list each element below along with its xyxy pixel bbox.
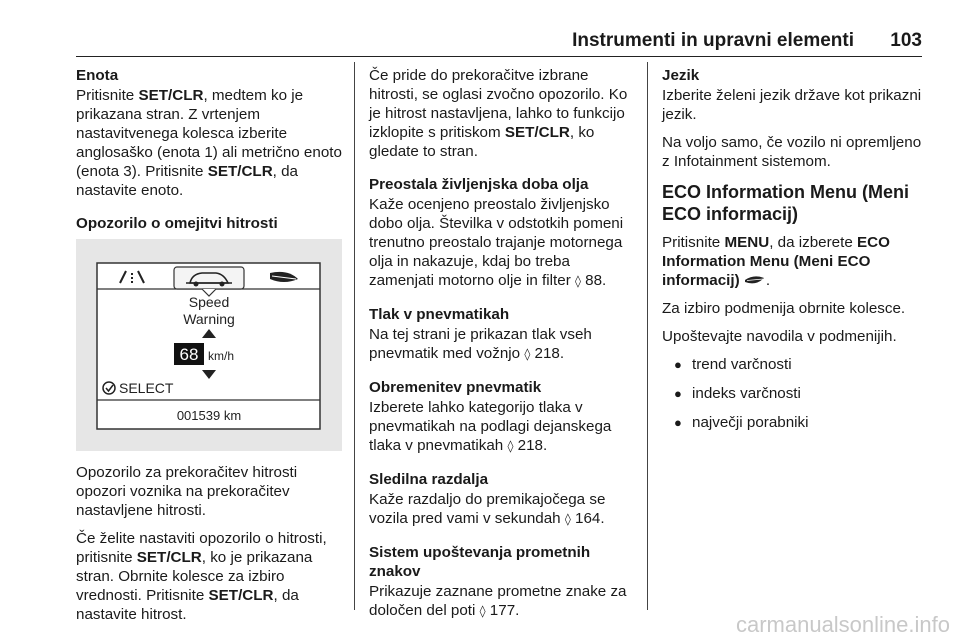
paragraph-eco-sub: Za izbiro podmenija obrnite kolesce. [662, 300, 906, 317]
keyword-set-clr: SET/CLR [504, 124, 570, 141]
list-item: ● trend varčnosti [662, 355, 928, 374]
select-label: SELECT [119, 380, 174, 396]
page-ref-link[interactable]: 218 [534, 345, 560, 362]
car-tab [174, 267, 244, 289]
paragraph-tire-load: Izberete lahko kategorijo tlaka v pnevmatikah na podlagi dejanskega tlaka v pnevmatikah ◊ 218. [369, 399, 612, 454]
speed-value: 68 [179, 345, 199, 364]
text-run: , ko je prikazana stran. Obrnite kolesce za izbiro vrednosti. Pritisnite [76, 549, 313, 604]
text-run: Pritisnite [662, 234, 725, 251]
text-run: Izberete lahko kategorijo tlaka v pnevmatikah na podlagi dejanskega tlaka v pnevmatikah [369, 399, 612, 454]
paragraph-oil-life: Kaže ocenjeno preostalo življenjsko dobo olja. Številka v odstotkih pomeni trenutno preostalo trajanje motornega olja in nakazuje, kdaj bo treba zamenjati motorno olje in filter ◊ 88. [369, 196, 624, 289]
paragraph-following-distance: Kaže razdaljo do premikajočega se vozila pred vami v sekundah ◊ 164. [369, 491, 606, 527]
heading-enota: Enota [76, 67, 119, 84]
text-run: , da izberete [769, 234, 857, 251]
column-2 [369, 66, 633, 630]
text-run: Kaže ocenjeno preostalo življenjsko dobo olja. Številka v odstotkih pomeni trenutno preostalo trajanje motornega olja in nakazuje, kdaj bo treba zamenjati motorno olje in filter [369, 196, 624, 289]
page-ref-link[interactable]: 88 [585, 272, 603, 289]
paragraph-set-speed [76, 529, 344, 624]
paragraph-language-note: Na voljo samo, če vozilo ni opremljeno z Infotainment sistemom. [662, 134, 922, 170]
column-divider-1 [354, 62, 355, 610]
paragraph-eco-follow: Upoštevajte navodila v podmenijih. [662, 328, 897, 345]
heading-language: Jezik [662, 67, 700, 84]
odometer: 001539 km [176, 408, 242, 423]
warning-label: Warning [183, 311, 235, 327]
keyword-set-clr: SET/CLR [138, 87, 204, 104]
paragraph-tire-pressure: Na tej strani je prikazan tlak vseh pnevmatik med vožnjo ◊ 218. [369, 326, 592, 362]
column-1 [76, 66, 344, 633]
running-title: Instrumenti in upravni elementi [572, 30, 854, 51]
keyword-set-clr: SET/CLR [136, 549, 202, 566]
paragraph-language: Izberite želeni jezik države kot prikazni jezik. [662, 87, 922, 123]
text-run: , da nastavite enoto. [76, 163, 299, 199]
heading-oil-life: Preostala življenjska doba olja [369, 176, 589, 193]
text-run: Kaže razdaljo do premikajočega se vozila pred vami v sekundah [369, 491, 606, 527]
page-ref-icon: ◊ [574, 274, 581, 288]
text-run: , da nastavite hitrost. [76, 587, 299, 623]
page-ref-icon: ◊ [564, 512, 571, 526]
keyword-set-clr: SET/CLR [208, 587, 274, 604]
text-run: Prikazuje zaznane prometne znake za določen del poti [369, 583, 627, 619]
page-ref-icon: ◊ [479, 604, 486, 618]
header-rule [76, 56, 922, 57]
heading-following-distance: Sledilna razdalja [369, 471, 489, 488]
page-ref-link[interactable]: 177 [489, 602, 516, 619]
paragraph-eco-menu [662, 233, 928, 290]
paragraph-intro [369, 66, 633, 161]
text-run: Če pride do prekoračitve izbrane hitrosti, se oglasi zvočno opozorilo. Ko je hitrost nastavljena, lahko to funkcijo izklopite s pritiskom [369, 67, 628, 141]
heading-speed-warning: Opozorilo o omejitvi hitrosti [76, 215, 278, 232]
text-run: , medtem ko je prikazana stran. Z vrtenjem nastavitvenega kolesca izberite anglosaško (enota 1) ali metrično enoto (enota 3). Pritisnite [76, 87, 342, 180]
paragraph-traffic-sign: Prikazuje zaznane prometne znake za določen del poti ◊ 177. [369, 583, 627, 619]
speed-warning-figure [76, 239, 342, 451]
text-run: Če želite nastaviti opozorilo o hitrosti, pritisnite [76, 530, 327, 566]
keyword-eco-menu: ECO Information Menu (Meni ECO informacij) [662, 234, 890, 289]
watermark: carmanualsonline.info [735, 612, 950, 637]
keyword-set-clr: SET/CLR [207, 163, 273, 180]
heading-eco-menu: ECO Information Menu (Meni ECO informacij) [662, 182, 909, 224]
column-3 [662, 66, 928, 442]
heading-traffic-sign: Sistem upoštevanja prometnih znakov [369, 544, 591, 580]
list-item: ● indeks varčnosti [662, 384, 928, 403]
display-illustration [76, 239, 342, 451]
figure-caption: Opozorilo za prekoračitev hitrosti opozori voznika na prekoračitev nastavljene hitrosti. [76, 464, 298, 519]
list-item: ● največji porabniki [662, 413, 928, 432]
speed-unit: km/h [208, 349, 235, 363]
text-run: . [765, 272, 771, 289]
text-run: , ko gledate to stran. [369, 124, 595, 160]
text-run: Pritisnite [76, 87, 139, 104]
page-ref-link[interactable]: 218 [517, 437, 543, 454]
text-run: Na tej strani je prikazan tlak vseh pnevmatik med vožnjo [369, 326, 592, 362]
page-ref-icon: ◊ [507, 439, 514, 453]
speed-label: Speed [188, 294, 230, 310]
page-number: 103 [890, 30, 922, 51]
heading-tire-load: Obremenitev pnevmatik [369, 379, 542, 396]
eco-submenu-list [662, 355, 928, 432]
eco-leaf-icon [744, 274, 766, 286]
keyword-menu: MENU [724, 234, 770, 251]
heading-tire-pressure: Tlak v pnevmatikah [369, 306, 510, 323]
page-ref-link[interactable]: 164 [575, 510, 601, 527]
column-divider-2 [647, 62, 648, 610]
page-header [0, 0, 960, 60]
page-ref-icon: ◊ [524, 347, 531, 361]
paragraph-enota [76, 86, 344, 200]
